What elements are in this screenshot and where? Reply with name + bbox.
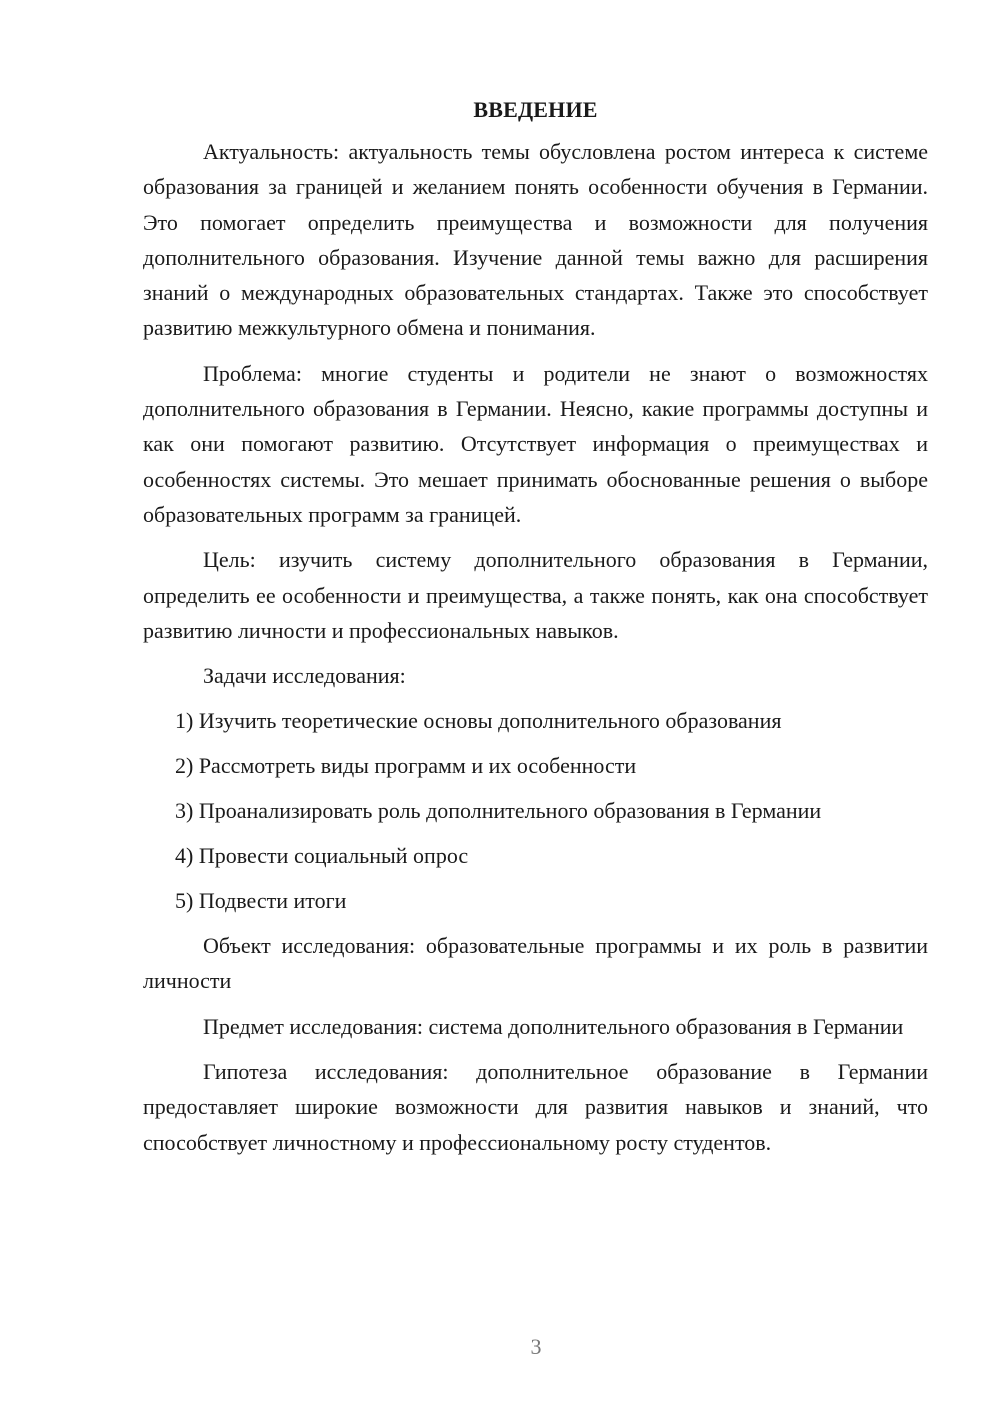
object-paragraph: Объект исследования: образовательные программы и их роль в развитии личности xyxy=(143,933,928,994)
document-page xyxy=(143,92,928,1170)
section-heading: ВВЕДЕНИЕ xyxy=(473,97,598,122)
problem-paragraph: Проблема: многие студенты и родители не знают о возможностях дополнительного образования в Германии. Неясно, какие программы доступны и как они помогают развитию. Отсутствует информация о преимуществах и особенностях системы. Это мешает принимать обоснованные решения о выборе образовательных программ за границей. xyxy=(143,360,928,527)
goal-paragraph: Цель: изучить систему дополнительного образования в Германии, определить ее особенности и преимущества, а также понять, как она способствует развитию личности и профессиональных навыков. xyxy=(143,547,928,643)
page-number: 3 xyxy=(530,1334,542,1359)
relevance-paragraph: Актуальность: актуальность темы обусловлена ростом интереса к системе образования за границей и желанием понять особенности обучения в Германии. Это помогает определить преимущества и возможности для получения дополнительного образования. Изучение данной темы важно для расширения знаний о международных образовательных стандартах. Также это способствует развитию межкультурного обмена и понимания. xyxy=(143,139,928,341)
tasks-list xyxy=(143,703,928,918)
task-item: 1) Изучить теоретические основы дополнительного образования xyxy=(175,708,782,734)
task-item: 4) Провести социальный опрос xyxy=(175,843,469,869)
task-item: 2) Рассмотреть виды программ и их особенности xyxy=(175,753,637,779)
task-item: 5) Подвести итоги xyxy=(175,888,347,914)
task-item: 3) Проанализировать роль дополнительного образования в Германии xyxy=(175,798,822,824)
subject-paragraph: Предмет исследования: система дополнительного образования в Германии xyxy=(203,1013,904,1039)
tasks-title: Задачи исследования: xyxy=(203,663,406,689)
hypothesis-paragraph: Гипотеза исследования: дополнительное образование в Германии предоставляет широкие возможности для развития навыков и знаний, что способствует личностному и профессиональному росту студентов. xyxy=(143,1059,928,1155)
